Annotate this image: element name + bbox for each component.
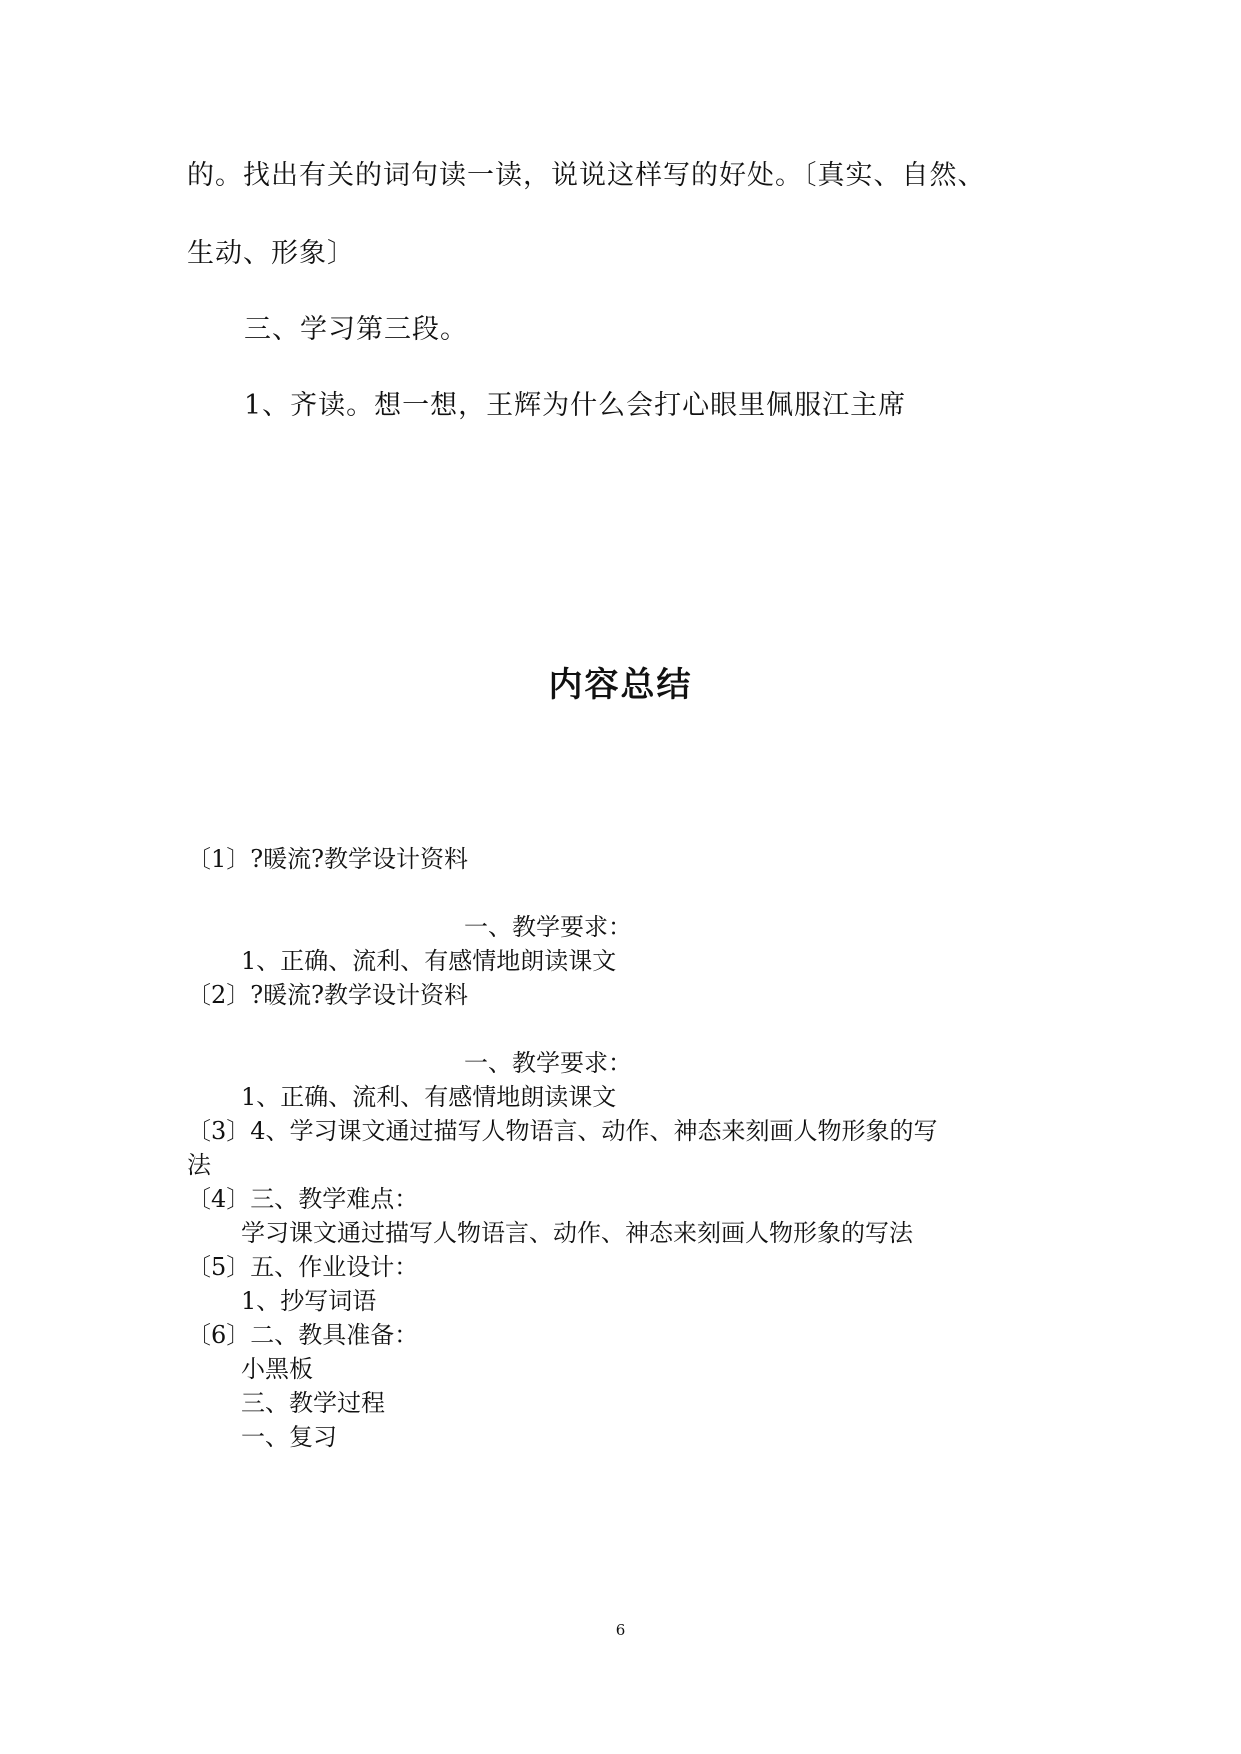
summary-line-12: 1、抄写词语 [241, 1287, 377, 1315]
summary-line-3: 1、正确、流利、有感情地朗读课文 [241, 947, 617, 975]
summary-line-15: 三、教学过程 [241, 1389, 385, 1417]
summary-line-16: 一、复习 [241, 1423, 337, 1451]
summary-line-5: 一、教学要求： [464, 1049, 632, 1077]
body-paragraph-line-1: 的。找出有关的词句读一读，说说这样写的好处。〔真实、自然、 [187, 160, 986, 191]
summary-title: 内容总结 [548, 665, 693, 705]
summary-line-14: 小黑板 [241, 1355, 313, 1383]
summary-line-4: 〔2〕?暖流?教学设计资料 [187, 981, 469, 1009]
summary-line-13: 〔6〕二、教具准备： [187, 1321, 419, 1349]
summary-line-6: 1、正确、流利、有感情地朗读课文 [241, 1083, 617, 1111]
summary-line-2: 一、教学要求： [464, 913, 632, 941]
summary-line-7: 〔3〕4、学习课文通过描写人物语言、动作、神态来刻画人物形象的写 [187, 1117, 938, 1145]
page-number: 6 [615, 1621, 626, 1639]
summary-line-10: 学习课文通过描写人物语言、动作、神态来刻画人物形象的写法 [241, 1219, 913, 1247]
summary-line-8: 法 [187, 1151, 211, 1179]
body-paragraph-line-3: 1、齐读。想一想，王辉为什么会打心眼里佩服江主席 [244, 390, 907, 421]
summary-line-1: 〔1〕?暖流?教学设计资料 [187, 845, 469, 873]
body-paragraph-line-2: 生动、形象〕 [187, 238, 355, 269]
summary-line-11: 〔5〕五、作业设计： [187, 1253, 419, 1281]
summary-line-9: 〔4〕三、教学难点： [187, 1185, 419, 1213]
section-heading-three: 三、学习第三段。 [244, 314, 468, 345]
